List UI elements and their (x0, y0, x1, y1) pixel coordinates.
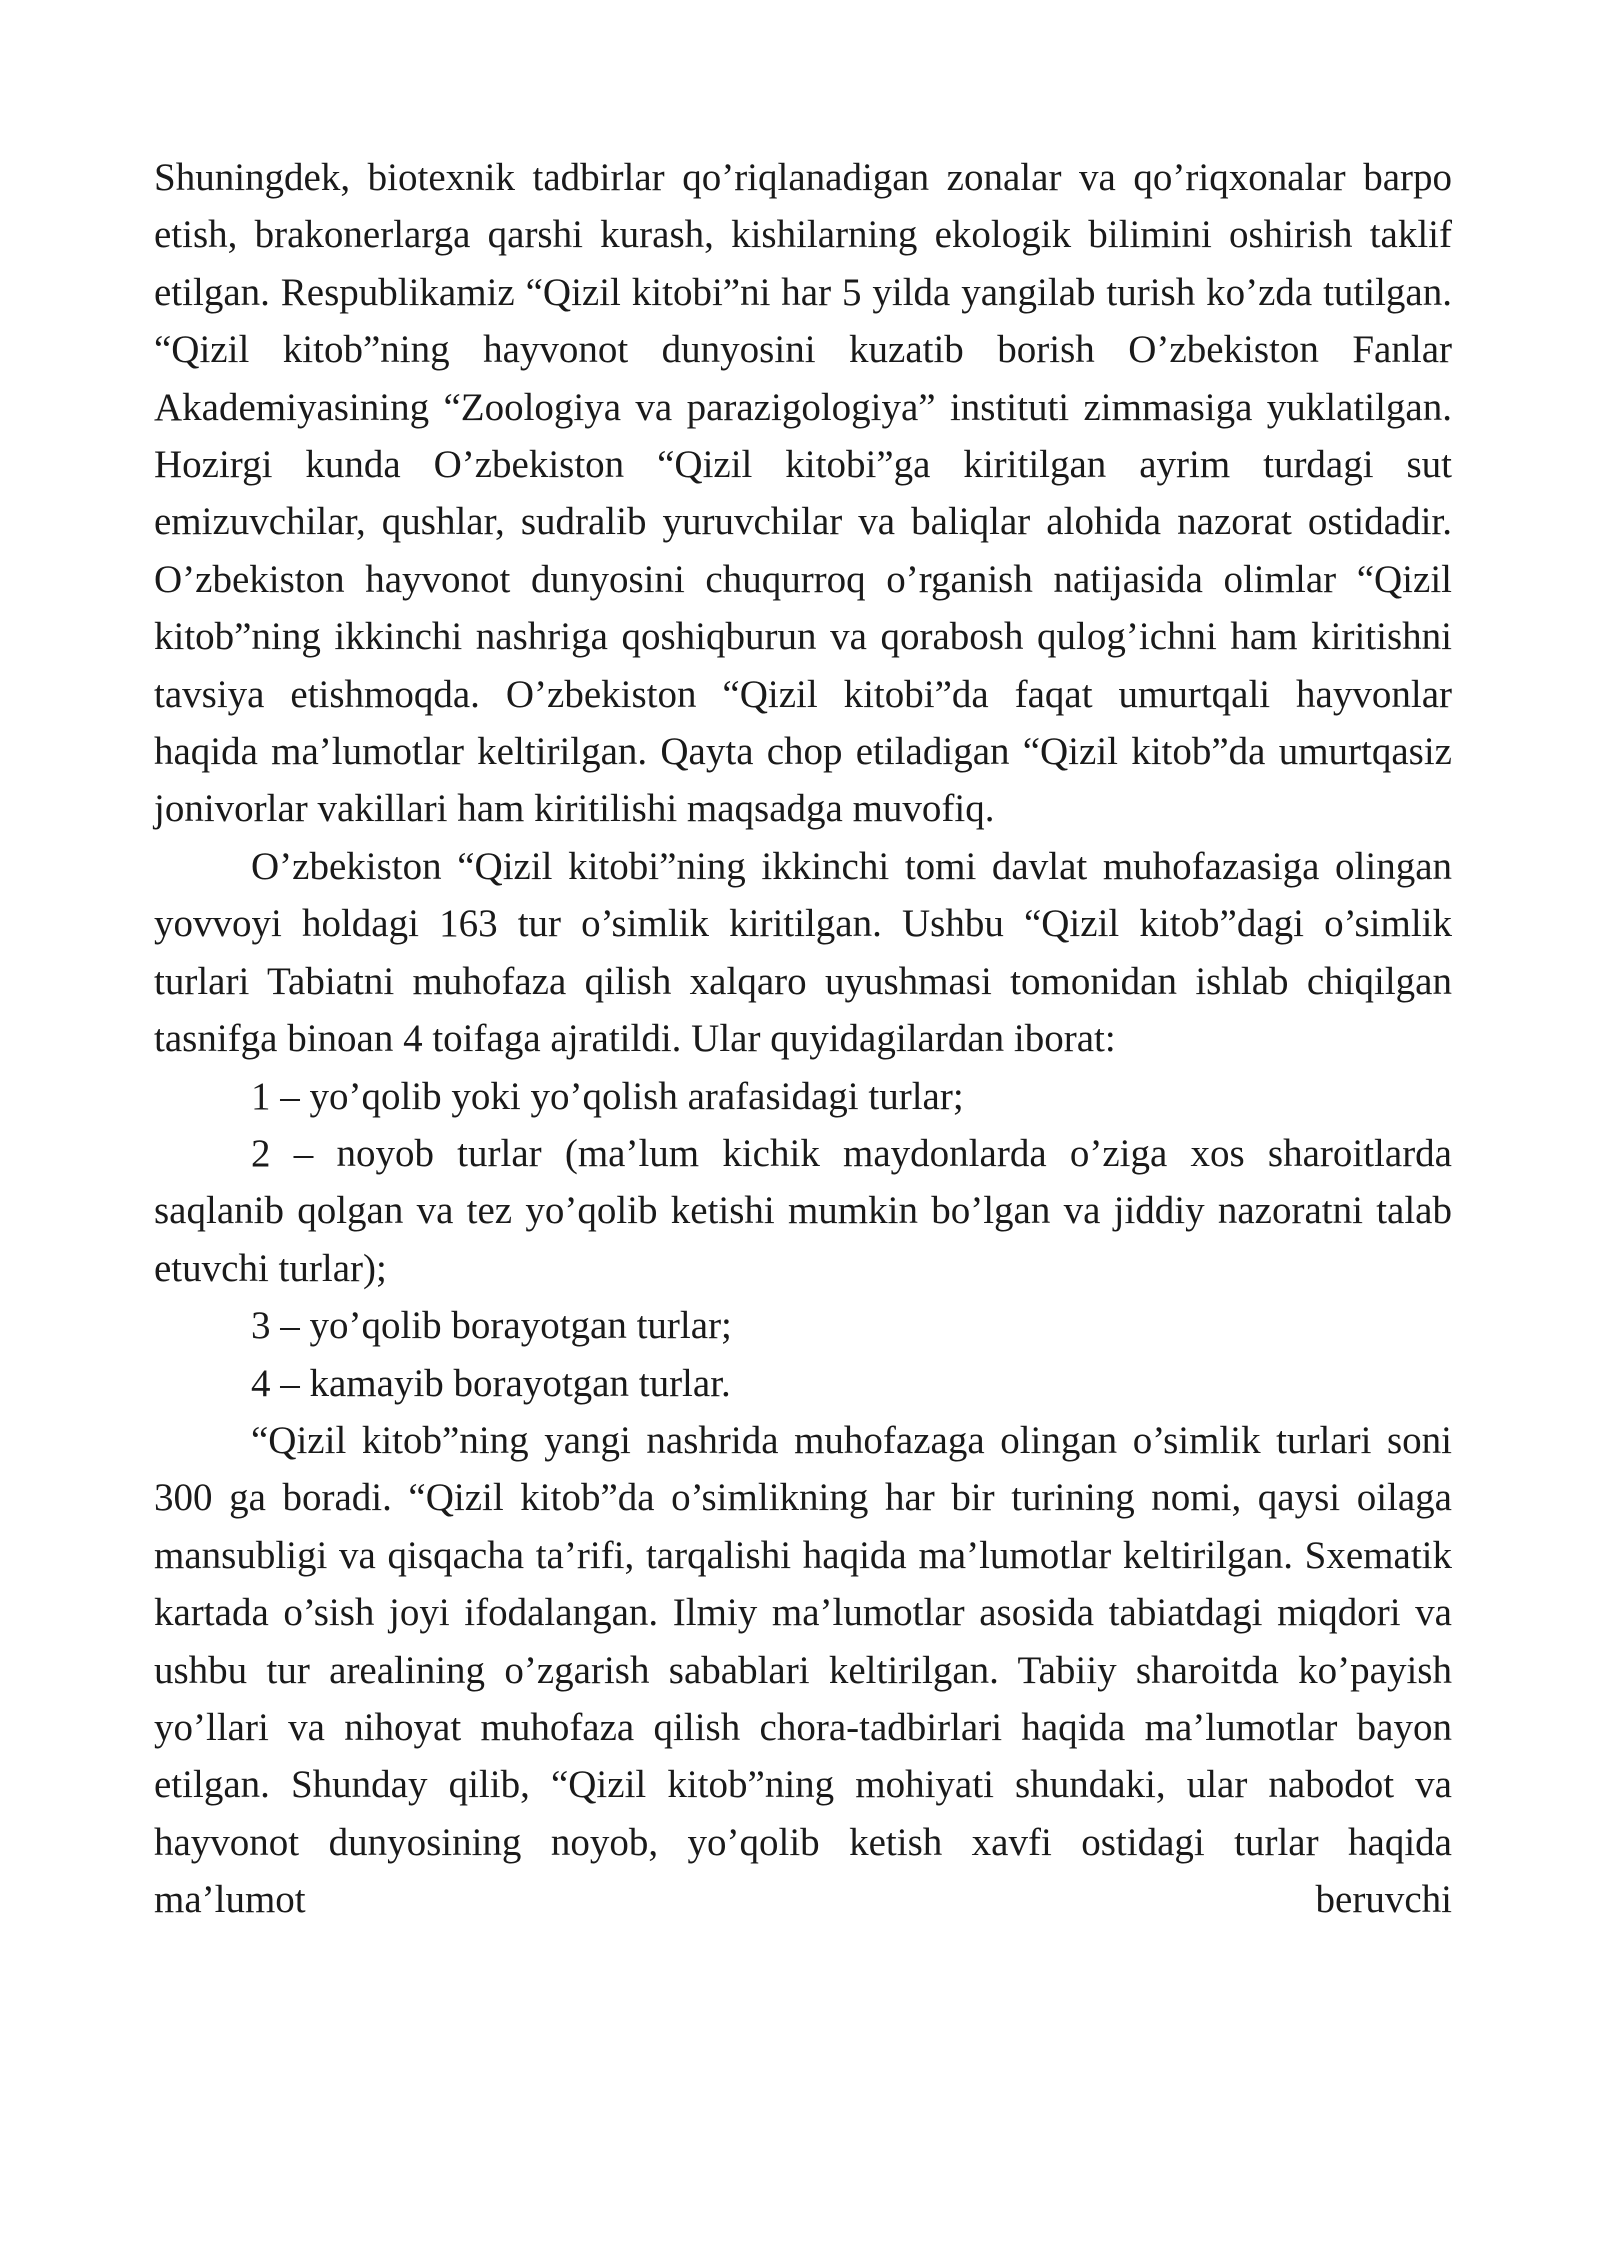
list-item-category-4: 4 – kamayib borayotgan turlar. (251, 1361, 731, 1405)
document-page (154, 149, 1452, 1929)
paragraph-wildlife-measures: Shuningdek, biotexnik tadbirlar qo’riqlanadigan zonalar va qo’riqxonalar barpo etish, brakonerlarga qarshi kurash, kishilarning ekologik bilimini oshirish taklif etilgan. Respublikamiz “Qizil kitobi”ni har 5 yilda yangilab turish ko’zda tutilgan. “Qizil kitob”ning hayvonot dunyosini kuzatib borish O’zbekiston Fanlar Akademiyasining “Zoologiya va parazigologiya” instituti zimmasiga yuklatilgan. Hozirgi kunda O’zbekiston “Qizil kitobi”ga kiritilgan ayrim turdagi sut emizuvchilar, qushlar, sudralib yuruvchilar va baliqlar alohida nazorat ostidadir. O’zbekiston hayvonot dunyosini chuqurroq o’rganish natijasida olimlar “Qizil kitob”ning ikkinchi nashriga qoshiqburun va qorabosh qulog’ichni ham kiritishni tavsiya etishmoqda. O’zbekiston “Qizil kitobi”da faqat umurtqali hayvonlar haqida ma’lumotlar keltirilgan. Qayta chop etiladigan “Qizil kitob”da umurtqasiz jonivorlar vakillari ham kiritilishi maqsadga muvofiq. (154, 156, 1452, 831)
list-item-category-1: 1 – yo’qolib yoki yo’qolish arafasidagi turlar; (251, 1074, 964, 1118)
list-item-category-3: 3 – yo’qolib borayotgan turlar; (251, 1304, 732, 1348)
paragraph-plant-volume: O’zbekiston “Qizil kitobi”ning ikkinchi tomi davlat muhofazasiga olingan yovvoyi holdagi 163 tur o’simlik kiritilgan. Ushbu “Qizil kitob”dagi o’simlik turlari Tabiatni muhofaza qilish xalqaro uyushmasi tomonidan ishlab chiqilgan tasnifga binoan 4 toifaga ajratildi. Ular quyidagilardan iborat: (154, 844, 1452, 1061)
list-item-category-2: 2 – noyob turlar (ma’lum kichik maydonlarda o’ziga xos sharoitlarda saqlanib qolgan va tez yo’qolib ketishi mumkin bo’lgan va jiddiy nazoratni talab etuvchi turlar); (154, 1131, 1452, 1290)
paragraph-new-edition: “Qizil kitob”ning yangi nashrida muhofazaga olingan o’simlik turlari soni 300 ga boradi. “Qizil kitob”da o’simlikning har bir turining nomi, qaysi oilaga mansubligi va qisqacha ta’rifi, tarqalishi haqida ma’lumotlar keltirilgan. Sxematik kartada o’sish joyi ifodalangan. Ilmiy ma’lumotlar asosida tabiatdagi miqdori va ushbu tur arealining o’zgarish sabablari keltirilgan. Tabiiy sharoitda ko’payish yo’llari va nihoyat muhofaza qilish chora-tadbirlari haqida ma’lumotlar bayon etilgan. Shunday qilib, “Qizil kitob”ning mohiyati shundaki, ular nabodot va hayvonot dunyosining noyob, yo’qolib ketish xavfi ostidagi turlar haqida ma’lumot beruvchi (154, 1418, 1452, 1922)
